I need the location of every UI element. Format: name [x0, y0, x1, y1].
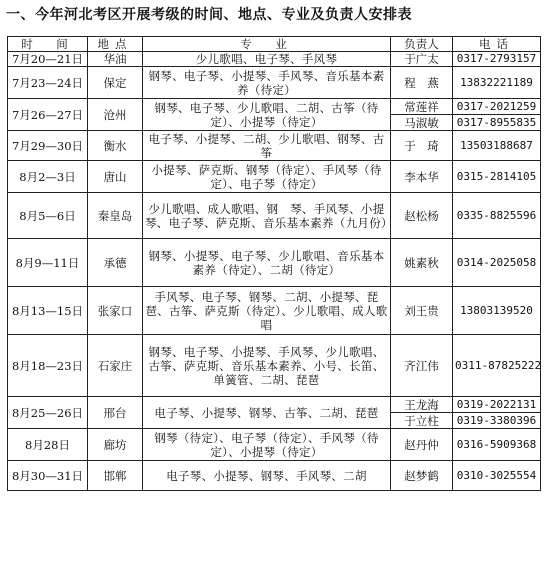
location-cell: 邯郸 [88, 461, 143, 491]
phone-cell: 13832221189 [453, 67, 541, 99]
contact-name-cell: 马淑敏 [391, 115, 453, 131]
location-cell: 华油 [88, 52, 143, 67]
phone-cell: 0310-3025554 [453, 461, 541, 491]
profession-cell: 钢琴、电子琴、少儿歌唱、二胡、古筝（待定）、小提琴（待定） [143, 99, 391, 131]
table-row [8, 461, 541, 491]
contact-name-cell: 李本华 [391, 161, 453, 193]
location-cell: 衡水 [88, 131, 143, 161]
phone-cell: 0319-3380396 [453, 413, 541, 429]
date-cell: 8月28日 [8, 429, 88, 461]
table-row [8, 52, 541, 67]
contact-name-cell: 赵松杨 [391, 193, 453, 239]
contact-name-cell: 常莲祥 [391, 99, 453, 115]
date-cell: 7月23—24日 [8, 67, 88, 99]
date-cell: 8月30—31日 [8, 461, 88, 491]
schedule-body [8, 52, 541, 491]
location-cell: 秦皇岛 [88, 193, 143, 239]
profession-cell: 钢琴（待定）、电子琴（待定）、手风琴（待定）、小提琴（待定） [143, 429, 391, 461]
contact-name-cell: 刘王贵 [391, 287, 453, 335]
table-row [8, 131, 541, 161]
location-cell: 保定 [88, 67, 143, 99]
location-cell: 廊坊 [88, 429, 143, 461]
table-row [8, 67, 541, 99]
profession-cell: 小提琴、萨克斯、钢琴（待定）、手风琴（待定）、电子琴（待定） [143, 161, 391, 193]
table-row [8, 287, 541, 335]
table-row [8, 397, 541, 413]
table-header-row [8, 37, 541, 52]
profession-cell: 电子琴、小提琴、钢琴、手风琴、二胡 [143, 461, 391, 491]
header-location: 地点 [88, 37, 143, 52]
header-profession: 专 业 [143, 37, 391, 52]
profession-cell: 电子琴、小提琴、二胡、少儿歌唱、钢琴、古筝 [143, 131, 391, 161]
phone-cell: 0317-8955835 [453, 115, 541, 131]
location-cell: 张家口 [88, 287, 143, 335]
contact-name-cell: 齐江伟 [391, 335, 453, 397]
phone-cell: 0315-2814105 [453, 161, 541, 193]
phone-cell: 0317-2793157 [453, 52, 541, 67]
date-cell: 8月9—11日 [8, 239, 88, 287]
location-cell: 邢台 [88, 397, 143, 429]
profession-cell: 钢琴、电子琴、小提琴、手风琴、少儿歌唱、古筝、萨克斯、音乐基本素养、小号、长笛、单簧管、二胡、琵琶 [143, 335, 391, 397]
date-cell: 8月13—15日 [8, 287, 88, 335]
contact-name-cell: 姚素秋 [391, 239, 453, 287]
phone-cell: 0317-2021259 [453, 99, 541, 115]
contact-name-cell: 于立柱 [391, 413, 453, 429]
contact-name-cell: 于广太 [391, 52, 453, 67]
profession-cell: 手风琴、电子琴、钢琴、二胡、小提琴、琵琶、古筝、萨克斯（待定）、少儿歌唱、成人歌唱 [143, 287, 391, 335]
profession-cell: 电子琴、小提琴、钢琴、古筝、二胡、琵琶 [143, 397, 391, 429]
date-cell: 8月25—26日 [8, 397, 88, 429]
location-cell: 承德 [88, 239, 143, 287]
date-cell: 8月18—23日 [8, 335, 88, 397]
contact-name-cell: 于 琦 [391, 131, 453, 161]
schedule-table [7, 36, 541, 491]
table-row [8, 193, 541, 239]
date-cell: 7月29—30日 [8, 131, 88, 161]
contact-name-cell: 程 燕 [391, 67, 453, 99]
contact-name-cell: 赵丹仲 [391, 429, 453, 461]
profession-cell: 少儿歌唱、成人歌唱、钢 琴、手风琴、小提琴、电子琴、萨克斯、音乐基本素养（九月份） [143, 193, 391, 239]
table-row [8, 99, 541, 115]
date-cell: 7月20—21日 [8, 52, 88, 67]
phone-cell: 0319-2022131 [453, 397, 541, 413]
phone-cell: 0314-2025058 [453, 239, 541, 287]
date-cell: 8月2—3日 [8, 161, 88, 193]
profession-cell: 钢琴、小提琴、电子琴、少儿歌唱、音乐基本素养（待定）、二胡（待定） [143, 239, 391, 287]
location-cell: 石家庄 [88, 335, 143, 397]
page-title: 一、今年河北考区开展考级的时间、地点、专业及负责人安排表 [6, 7, 412, 23]
date-cell: 7月26—27日 [8, 99, 88, 131]
table-row [8, 239, 541, 287]
phone-cell: 13503188687 [453, 131, 541, 161]
profession-cell: 少儿歌唱、电子琴、手风琴 [143, 52, 391, 67]
phone-cell: 13803139520 [453, 287, 541, 335]
header-phone: 电话 [453, 37, 541, 52]
table-row [8, 429, 541, 461]
table-row [8, 335, 541, 397]
date-cell: 8月5—6日 [8, 193, 88, 239]
phone-cell: 0311-87825222 [453, 335, 541, 397]
table-row [8, 161, 541, 193]
profession-cell: 钢琴、电子琴、小提琴、手风琴、音乐基本素养（待定） [143, 67, 391, 99]
location-cell: 唐山 [88, 161, 143, 193]
contact-name-cell: 王龙海 [391, 397, 453, 413]
contact-name-cell: 赵梦鹤 [391, 461, 453, 491]
phone-cell: 0335-8825596 [453, 193, 541, 239]
header-contact: 负责人 [391, 37, 453, 52]
header-date: 时 间 [8, 37, 88, 52]
phone-cell: 0316-5909368 [453, 429, 541, 461]
location-cell: 沧州 [88, 99, 143, 131]
